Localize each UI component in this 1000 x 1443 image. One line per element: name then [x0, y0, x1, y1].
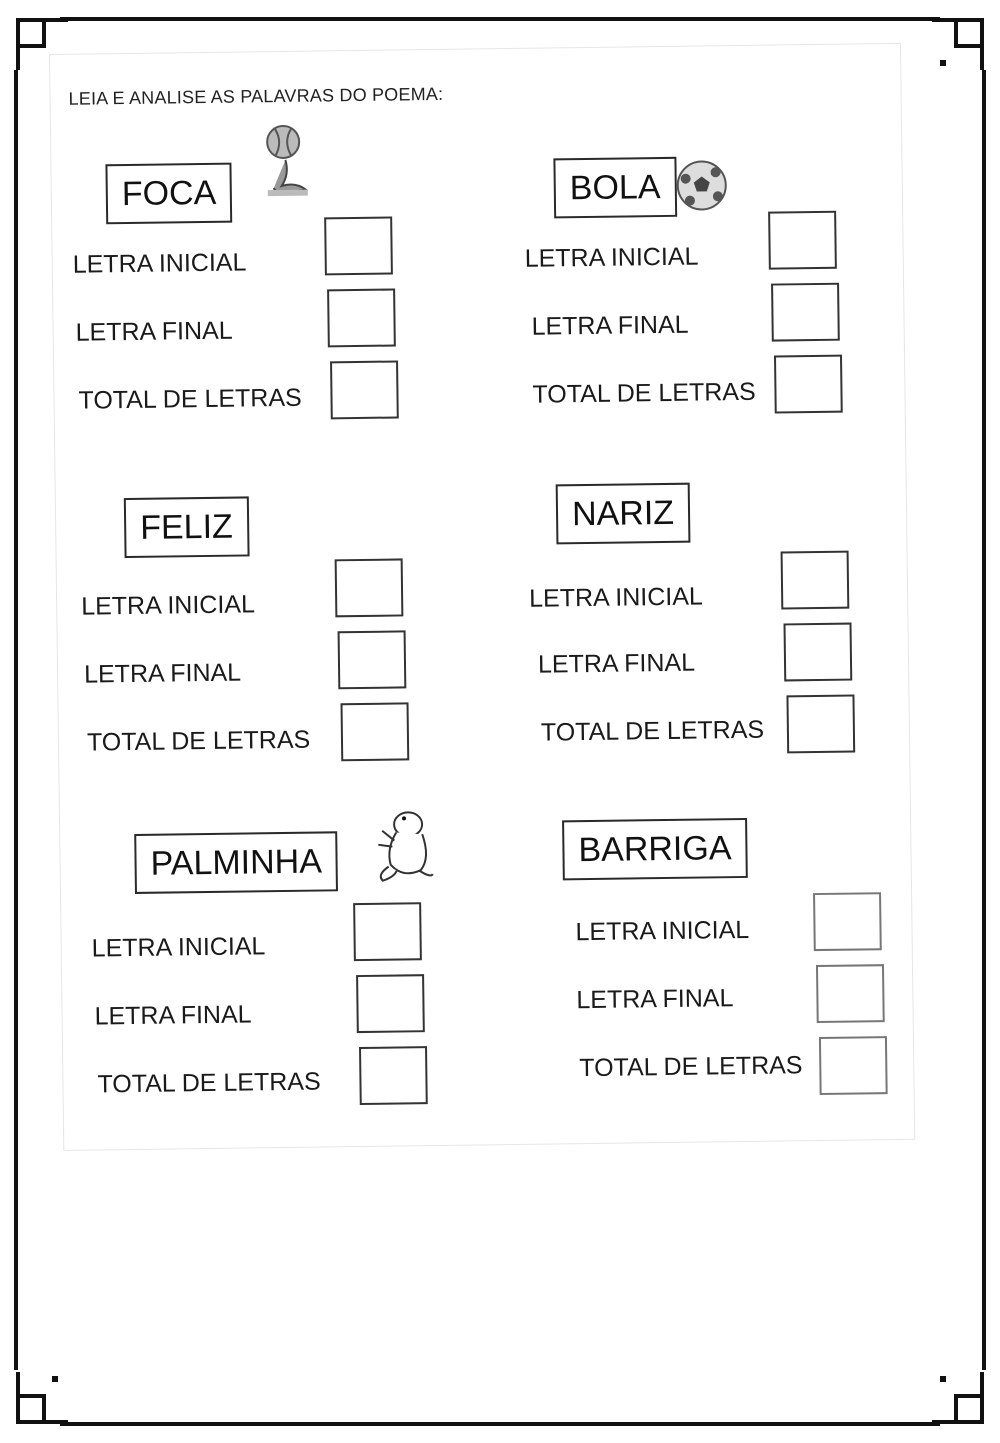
row-label-initial: LETRA INICIAL	[81, 590, 256, 621]
word-card-foca	[71, 160, 455, 445]
answer-box-initial[interactable]	[813, 892, 882, 951]
answer-box-final[interactable]	[338, 630, 407, 689]
row-label-final: LETRA FINAL	[576, 984, 734, 1015]
row-label-total: TOTAL DE LETRAS	[97, 1067, 321, 1099]
frame-corner-bottom-left	[10, 1370, 70, 1430]
answer-box-total[interactable]	[330, 360, 399, 419]
answer-box-initial[interactable]	[335, 558, 404, 617]
row-label-initial: LETRA INICIAL	[528, 582, 703, 613]
answer-box-initial[interactable]	[324, 217, 393, 276]
word-card-nariz	[528, 480, 912, 765]
answer-box-total[interactable]	[341, 702, 410, 761]
row-label-final: LETRA FINAL	[531, 310, 689, 341]
word-label: FOCA	[105, 163, 232, 225]
word-card-barriga	[544, 816, 928, 1101]
soccer-ball-icon	[675, 158, 728, 213]
row-label-initial: LETRA INICIAL	[72, 248, 247, 279]
row-label-final: LETRA FINAL	[75, 316, 233, 347]
row-label-initial: LETRA INICIAL	[91, 932, 266, 963]
frame-right	[982, 70, 986, 1370]
frame-corner-bottom-right	[930, 1370, 990, 1430]
row-label-initial: LETRA INICIAL	[575, 915, 750, 947]
answer-box-total[interactable]	[359, 1046, 428, 1105]
word-label: FELIZ	[124, 496, 249, 558]
answer-box-initial[interactable]	[781, 551, 850, 610]
row-label-total: TOTAL DE LETRAS	[579, 1051, 803, 1083]
worksheet-title: LEIA E ANALISE AS PALAVRAS DO POEMA:	[68, 83, 444, 109]
word-card-palminha	[90, 830, 474, 1115]
answer-box-total[interactable]	[774, 355, 843, 414]
row-label-initial: LETRA INICIAL	[524, 242, 699, 273]
frame-corner-top-right	[930, 12, 990, 72]
frame-top	[60, 17, 940, 21]
seal-with-ball-icon	[261, 123, 322, 204]
word-label: BARRIGA	[562, 818, 748, 880]
row-label-final: LETRA FINAL	[537, 648, 696, 679]
answer-box-final[interactable]	[327, 289, 396, 348]
answer-box-final[interactable]	[771, 283, 840, 342]
row-label-total: TOTAL DE LETRAS	[532, 377, 756, 409]
answer-box-total[interactable]	[786, 695, 855, 754]
word-card-feliz	[80, 494, 464, 779]
answer-box-final[interactable]	[784, 623, 853, 682]
row-label-total: TOTAL DE LETRAS	[540, 715, 765, 747]
frame-left	[14, 70, 18, 1370]
answer-box-final[interactable]	[356, 974, 425, 1033]
worksheet-paper	[50, 44, 914, 1150]
word-label: NARIZ	[556, 483, 691, 545]
word-card-bola	[523, 154, 907, 439]
answer-box-total[interactable]	[819, 1036, 888, 1095]
clapping-seal-icon	[372, 804, 437, 885]
answer-box-initial[interactable]	[353, 902, 422, 961]
row-label-total: TOTAL DE LETRAS	[86, 725, 311, 757]
answer-box-initial[interactable]	[768, 211, 837, 270]
row-label-final: LETRA FINAL	[94, 1000, 252, 1031]
row-label-total: TOTAL DE LETRAS	[78, 383, 302, 415]
answer-box-final[interactable]	[816, 964, 885, 1023]
word-label: PALMINHA	[134, 831, 338, 894]
row-label-final: LETRA FINAL	[83, 658, 242, 689]
frame-bottom	[60, 1422, 940, 1426]
word-label: BOLA	[553, 157, 676, 219]
